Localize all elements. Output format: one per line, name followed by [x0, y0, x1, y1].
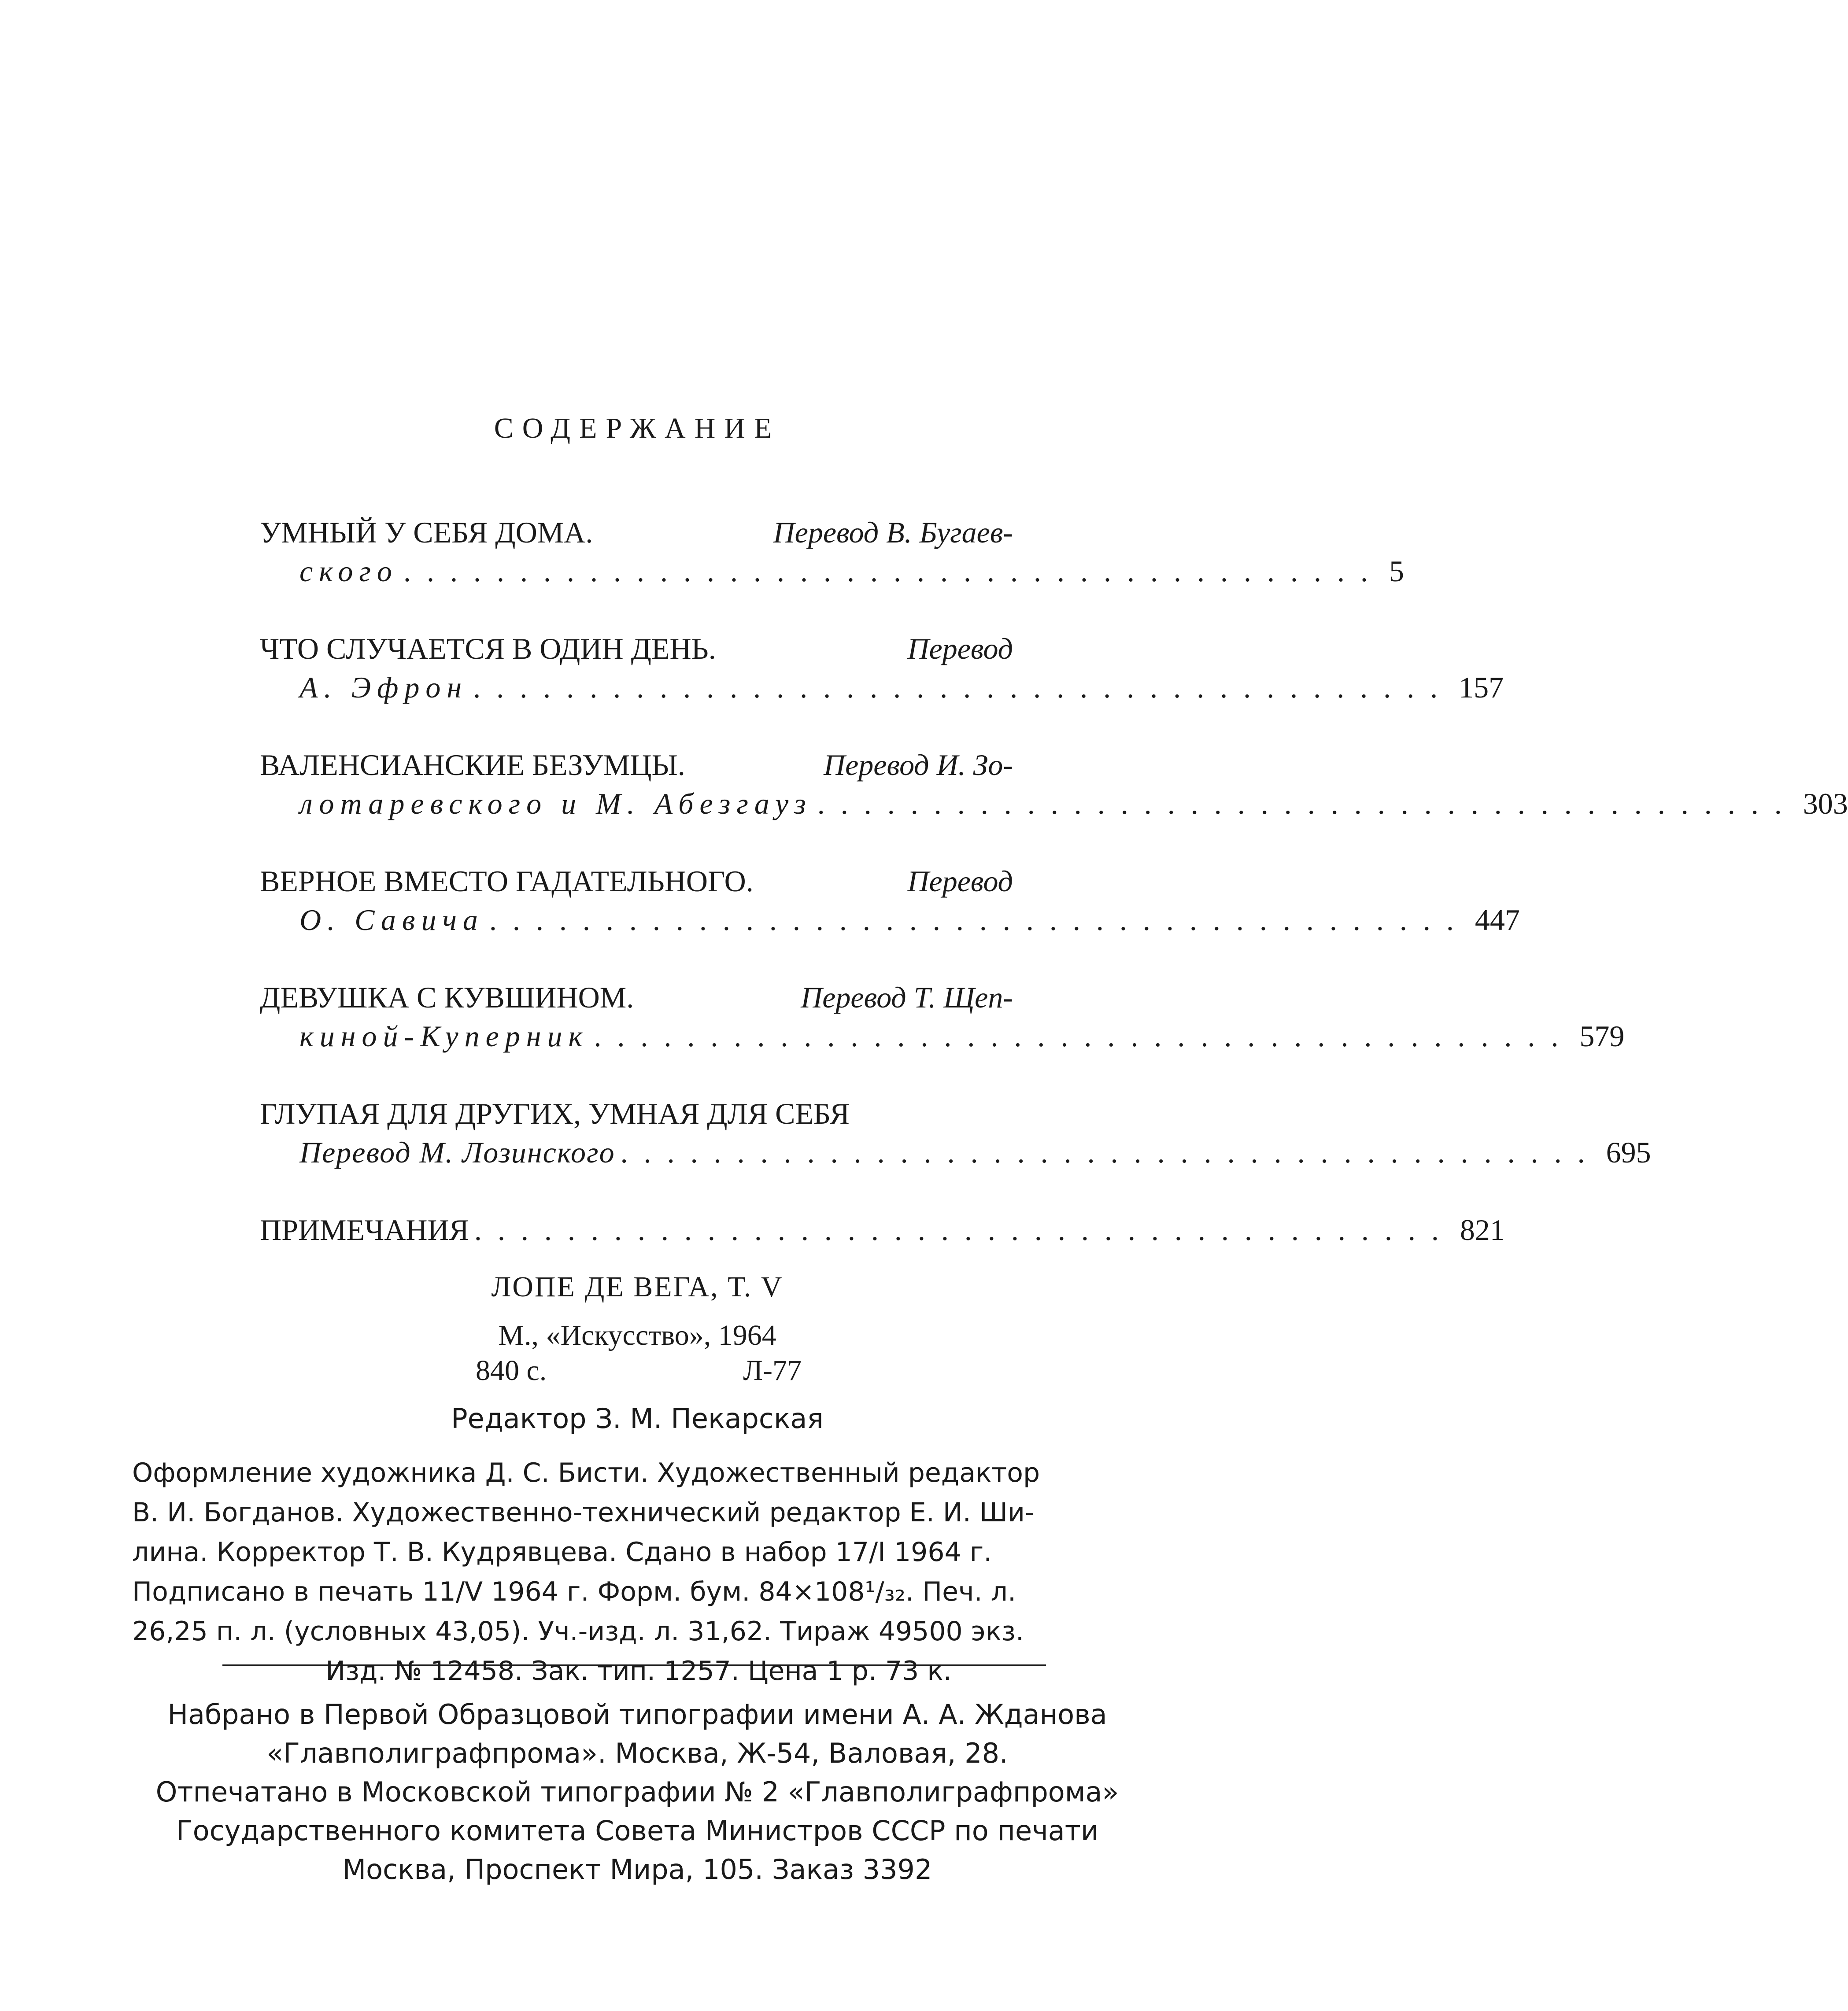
dot-leader: .......................................... [817, 787, 1798, 820]
credits-line: 26,25 п. л. (условных 43,05). Уч.-изд. л. 31,62. Тираж 49500 экз. [132, 1616, 1024, 1647]
toc-entry-page: 579 [1579, 1019, 1625, 1053]
printer-line: Отпечатано в Московской типографии № 2 «Главполиграфпрома» [155, 1776, 1119, 1808]
table-of-contents [260, 513, 1848, 1288]
imprint-pages-row [476, 1354, 802, 1387]
toc-entry-translator: Перевод [907, 864, 1013, 898]
toc-entry-translator: Перевод Т. Щеп- [801, 981, 1013, 1014]
credits-line: Подписано в печать 11/V 1964 г. Форм. бум. 84×108¹/₃₂. Печ. л. [132, 1576, 1016, 1607]
toc-entry[interactable] [260, 1094, 1651, 1172]
toc-notes-page: 821 [1460, 1213, 1505, 1247]
dot-leader: .......................................... [474, 1213, 1455, 1247]
toc-entry[interactable] [260, 978, 1625, 1055]
printer-info [0, 1695, 1275, 1889]
imprint-title: ЛОПЕ ДЕ ВЕГА, Т. V [491, 1271, 784, 1303]
toc-entry-page: 447 [1475, 903, 1520, 937]
toc-entry-notes[interactable] [260, 1210, 1505, 1249]
toc-entry-translator: Перевод [907, 632, 1013, 665]
toc-entry-title: ВАЛЕНСИАНСКИЕ БЕЗУМЦЫ. [260, 748, 685, 782]
toc-entry-translator: Перевод В. Бугаев- [773, 516, 1013, 549]
printer-line: «Главполиграфпрома». Москва, Ж-54, Валовая, 28. [266, 1737, 1008, 1769]
toc-entry-translator-cont: ского [299, 554, 398, 588]
printer-line: Москва, Проспект Мира, 105. Заказ 3392 [342, 1853, 932, 1886]
toc-entry-page: 303 [1803, 787, 1848, 820]
imprint-credits [132, 1453, 1145, 1691]
printer-line: Набрано в Первой Образцовой типографии имени А. А. Жданова [167, 1698, 1107, 1731]
toc-entry-page: 695 [1606, 1136, 1651, 1169]
credits-line: В. И. Богданов. Художественно-технический редактор Е. И. Ши- [132, 1497, 1035, 1528]
toc-entry-title: ВЕРНОЕ ВМЕСТО ГАДАТЕЛЬНОГО. [260, 864, 754, 898]
toc-entry-title: ЧТО СЛУЧАЕТСЯ В ОДИН ДЕНЬ. [260, 632, 716, 665]
printer-line: Государственного комитета Совета Министров СССР по печати [176, 1815, 1099, 1847]
toc-entry-translator: Перевод И. Зо- [823, 748, 1013, 782]
toc-entry[interactable] [260, 745, 1848, 823]
toc-notes-title: ПРИМЕЧАНИЯ [260, 1213, 469, 1247]
toc-entry-title: УМНЫЙ У СЕБЯ ДОМА. [260, 516, 593, 549]
toc-entry-title: ГЛУПАЯ ДЛЯ ДРУГИХ, УМНАЯ ДЛЯ СЕБЯ [260, 1097, 850, 1130]
toc-entry-translator-cont: А. Эфрон [299, 671, 468, 704]
imprint-publisher: М., «Искусство», 1964 [498, 1319, 776, 1351]
dot-leader: .......................................... [594, 1019, 1574, 1053]
divider-rule [222, 1664, 1046, 1666]
imprint-pages: 840 с. [476, 1354, 547, 1387]
imprint-editor: Редактор З. М. Пекарская [451, 1402, 824, 1435]
credits-line: лина. Корректор Т. В. Кудрявцева. Сдано в набор 17/I 1964 г. [132, 1537, 992, 1568]
toc-entry-translator-cont: киной-Куперник [299, 1019, 589, 1053]
toc-entry-page: 5 [1389, 554, 1404, 588]
toc-entry-title: ДЕВУШКА С КУВШИНОМ. [260, 981, 634, 1014]
dot-leader: .......................................... [473, 671, 1454, 704]
dot-leader: .......................................... [620, 1136, 1601, 1169]
toc-entry-translator-cont: О. Савича [299, 903, 484, 937]
toc-entry-page: 157 [1459, 671, 1504, 704]
toc-entry[interactable] [260, 513, 1404, 590]
toc-entry[interactable] [260, 629, 1504, 707]
dot-leader: .......................................... [403, 554, 1384, 588]
toc-entry-translator-cont: лотаревского и М. Абезгауз [299, 787, 812, 820]
credits-line: Изд. № 12458. Зак. тип. 1257. Цена 1 р. 73 к. [325, 1656, 952, 1686]
toc-entry-translator-cont: Перевод М. Лозинского [299, 1136, 615, 1169]
imprint-code: Л-77 [743, 1354, 802, 1387]
toc-entry[interactable] [260, 862, 1520, 939]
dot-leader: .......................................... [489, 903, 1470, 937]
credits-line: Оформление художника Д. С. Бисти. Художественный редактор [132, 1458, 1040, 1488]
toc-heading: СОДЕРЖАНИЕ [494, 412, 781, 444]
